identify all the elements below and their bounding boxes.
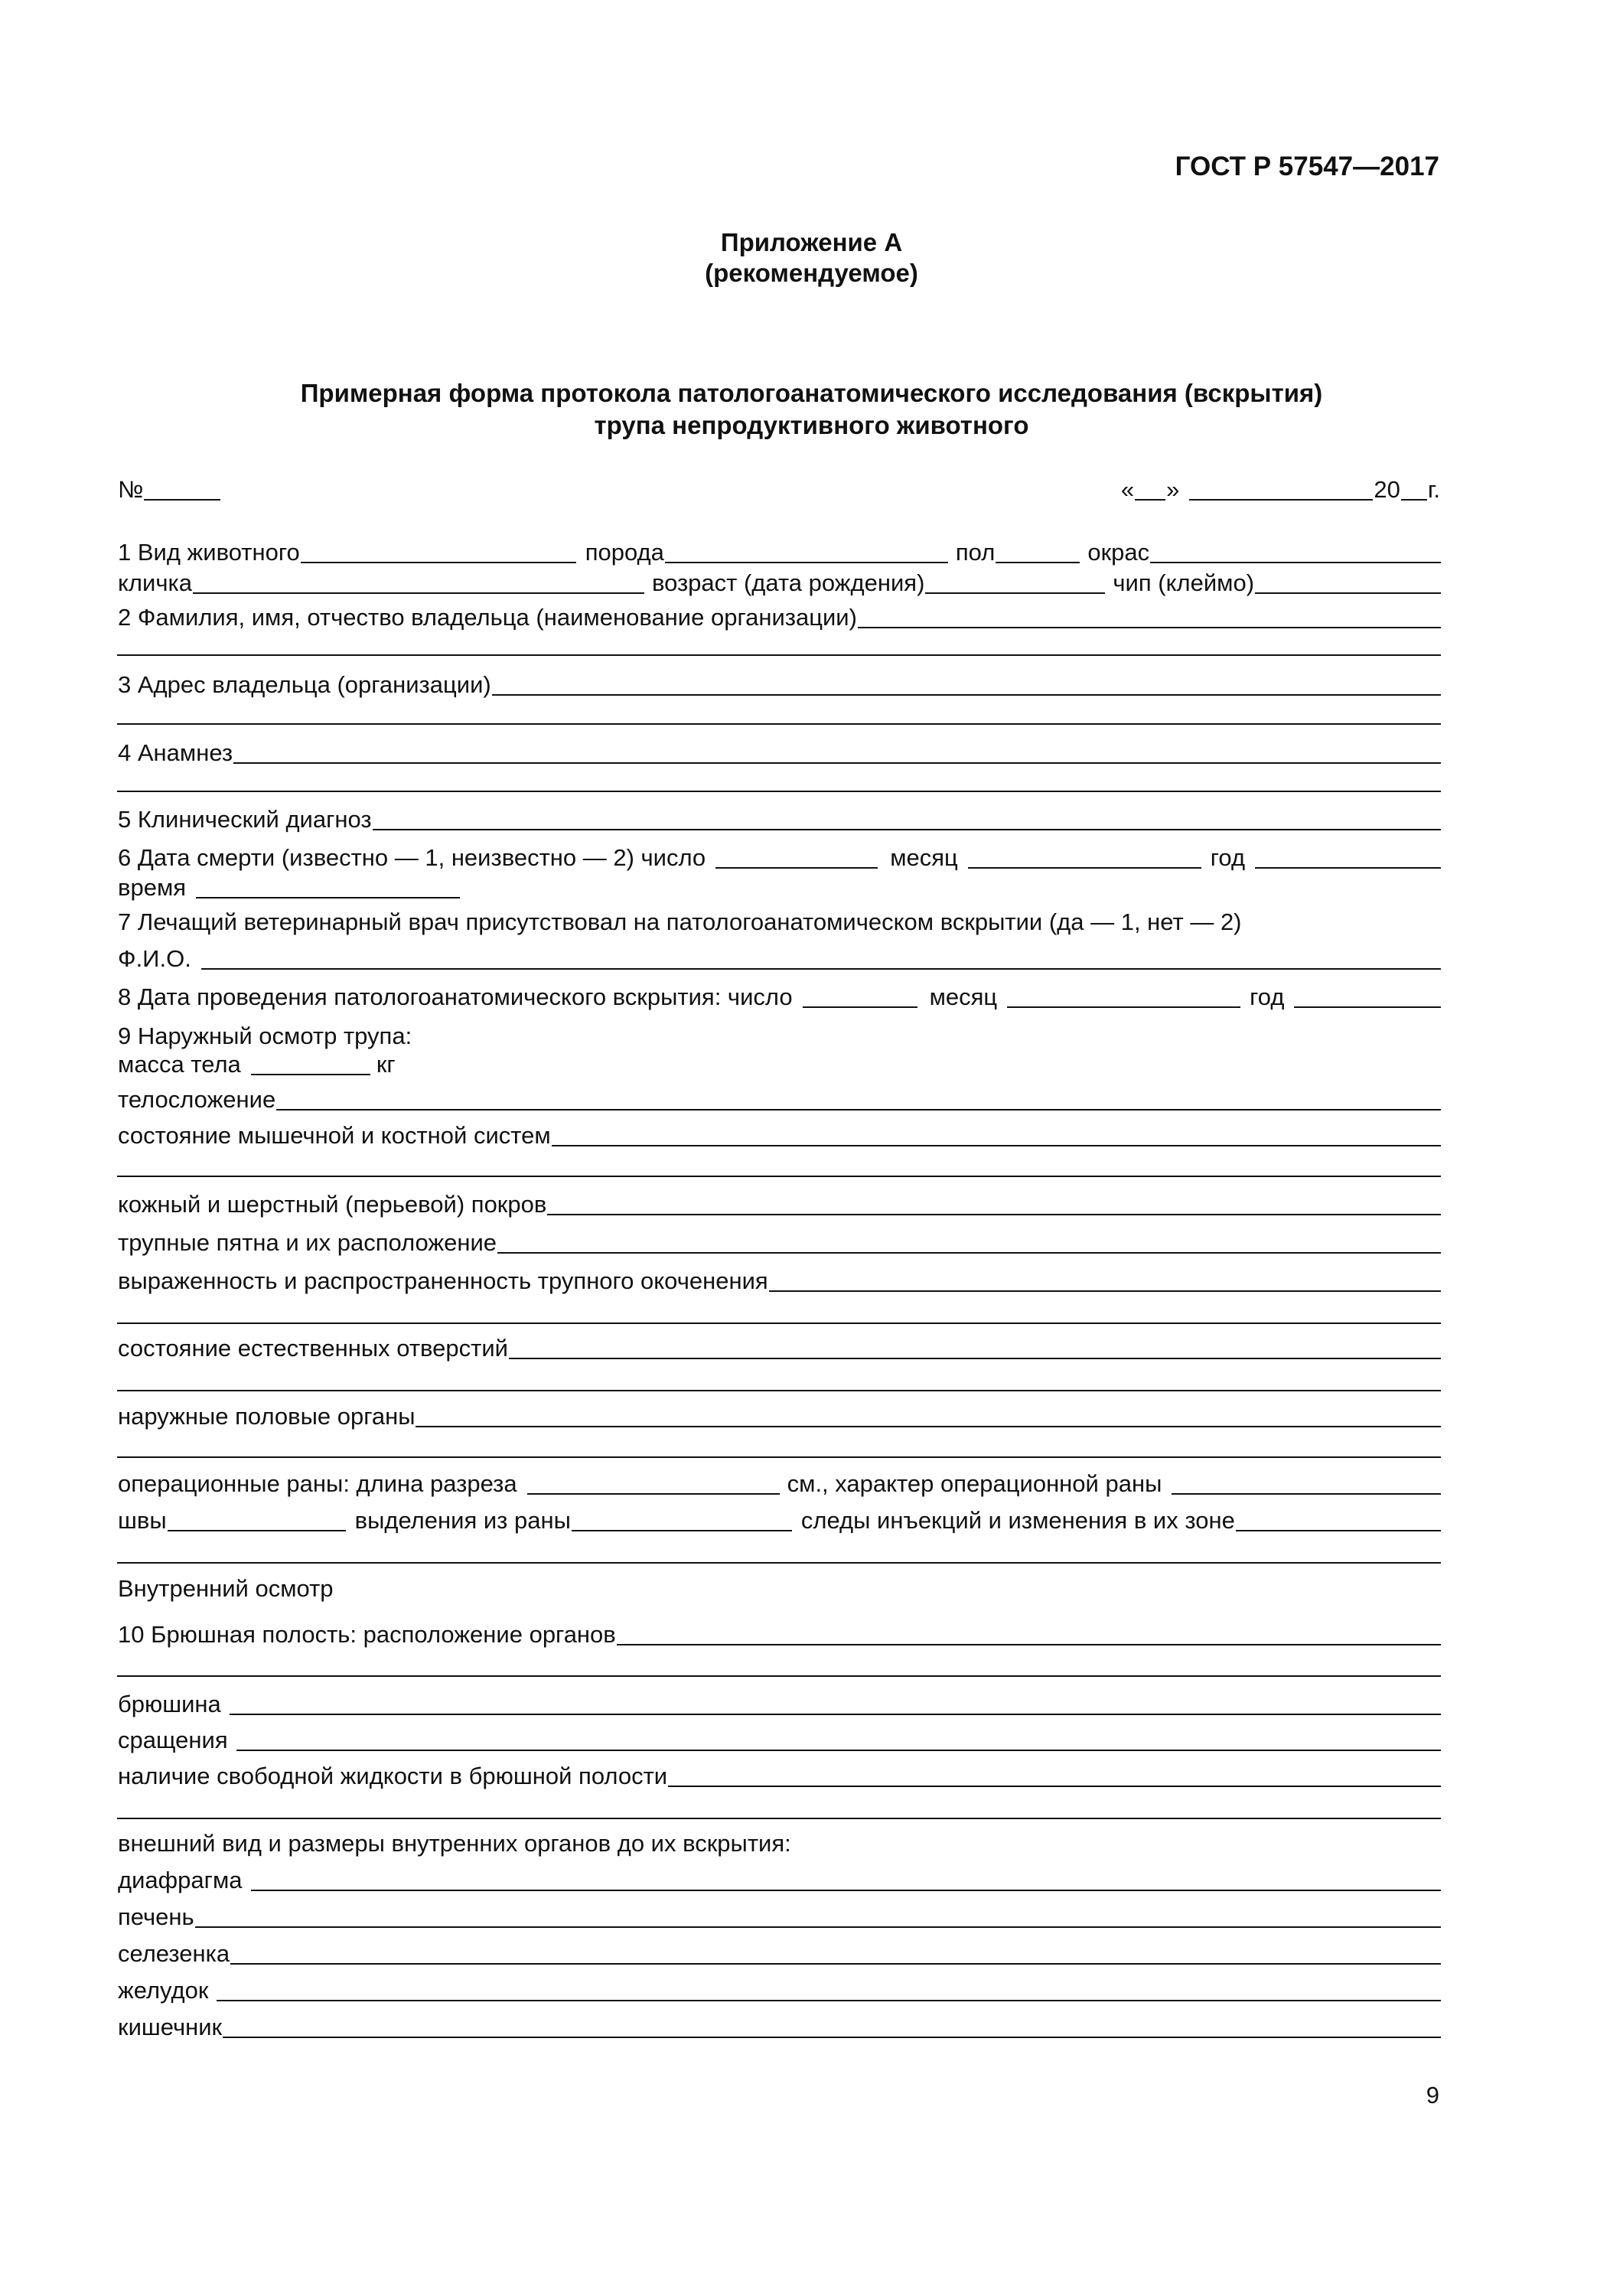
death-time-label: время (118, 874, 187, 902)
death-date-label: 6 Дата смерти (известно — 1, неизвестно — 2) число (118, 844, 706, 872)
wound-length-field[interactable] (527, 1493, 780, 1495)
adhesions-row (117, 1720, 1441, 1753)
intestine-row (117, 2007, 1441, 2040)
external-exam-label: 9 Наружный осмотр трупа: (118, 1022, 412, 1050)
muscle-field-continuation[interactable] (117, 1146, 1441, 1179)
year-prefix: 20 (1374, 476, 1400, 504)
chip-field[interactable] (1255, 592, 1441, 594)
orifices-row (117, 1328, 1441, 1362)
injections-field[interactable] (1236, 1530, 1441, 1531)
section-10-row (117, 1614, 1441, 1648)
diaphragm-field[interactable] (251, 1890, 1442, 1891)
discharge-field[interactable] (572, 1530, 792, 1531)
diagnosis-field[interactable] (373, 829, 1441, 830)
address-field-continuation[interactable] (117, 693, 1441, 727)
mass-label: масса тела (118, 1051, 241, 1078)
skin-field[interactable] (547, 1214, 1441, 1215)
diaphragm-label: диафрагма (118, 1867, 243, 1894)
spleen-field[interactable] (230, 1963, 1441, 1965)
adhesions-label: сращения (118, 1727, 228, 1754)
section-5-row (117, 799, 1441, 833)
muscle-row (117, 1115, 1441, 1149)
adhesions-field[interactable] (236, 1750, 1441, 1751)
discharge-label: выделения из раны (354, 1507, 571, 1534)
doctor-present-label: 7 Лечащий ветеринарный врач присутствовал на патологоанатомическом вскрытии (да — 1, нет — 2) (118, 908, 1242, 936)
rigor-field-continuation[interactable] (117, 1293, 1441, 1326)
wound-character-label: см., характер операционной раны (787, 1470, 1162, 1498)
autopsy-day-field[interactable] (803, 1006, 917, 1008)
spots-field[interactable] (497, 1252, 1441, 1254)
spots-row (117, 1222, 1441, 1256)
stomach-label: желудок (118, 1977, 209, 2004)
build-row (117, 1079, 1441, 1113)
fluid-row (117, 1756, 1441, 1789)
organs-label: внешний вид и размеры внутренних органов до их вскрытия: (118, 1830, 791, 1857)
appendix-note: (рекомендуемое) (705, 259, 918, 287)
age-label: возраст (дата рождения) (651, 569, 925, 597)
fluid-label: наличие свободной жидкости в брюшной полости (118, 1763, 668, 1790)
skin-label: кожный и шерстный (перьевой) покров (118, 1191, 547, 1218)
protocol-number-date-row (117, 469, 1441, 503)
section-8-row (117, 977, 1441, 1010)
form-title-line2: трупа непродуктивного животного (594, 411, 1029, 439)
injections-label: следы инъекций и изменения в их зоне (800, 1507, 1235, 1534)
stomach-field[interactable] (217, 2000, 1441, 2001)
death-year-label: год (1210, 844, 1246, 872)
address-label: 3 Адрес владельца (организации) (118, 671, 491, 699)
protocol-number-label: № (118, 476, 144, 504)
fio-label: Ф.И.О. (118, 945, 191, 973)
section-6-row-b (117, 867, 1441, 901)
rigor-row (117, 1261, 1441, 1294)
anamnesis-field-continuation[interactable] (117, 761, 1441, 794)
liver-field[interactable] (195, 1926, 1441, 1928)
spleen-label: селезенка (118, 1940, 230, 1968)
diaphragm-row (117, 1860, 1441, 1893)
wound-character-field[interactable] (1172, 1493, 1441, 1495)
intestine-label: кишечник (118, 2014, 223, 2041)
sex-label: пол (955, 539, 996, 566)
peritoneum-row (117, 1684, 1441, 1717)
owner-field-continuation[interactable] (117, 625, 1441, 658)
section-6-row-a (117, 837, 1441, 871)
genitals-label: наружные половые органы (118, 1403, 416, 1430)
autopsy-year-field[interactable] (1294, 1006, 1441, 1008)
peritoneum-field[interactable] (230, 1714, 1441, 1715)
mass-row (117, 1044, 1441, 1078)
day-field[interactable] (1135, 499, 1165, 501)
autopsy-month-field[interactable] (1007, 1006, 1240, 1008)
abdomen-field-continuation[interactable] (117, 1645, 1441, 1679)
skin-row (117, 1184, 1441, 1218)
rigor-field[interactable] (769, 1290, 1441, 1292)
autopsy-date-label: 8 Дата проведения патологоанатомического вскрытия: число (118, 983, 793, 1011)
death-month-label: месяц (890, 844, 958, 872)
section-7-row (117, 902, 1441, 935)
year-field[interactable] (1401, 499, 1427, 501)
species-label: 1 Вид животного (118, 539, 300, 566)
year-suffix: г. (1427, 476, 1440, 504)
appendix-title: Приложение А (720, 228, 903, 256)
month-field[interactable] (1189, 499, 1373, 501)
autopsy-year-label: год (1250, 983, 1285, 1011)
sutures-row (117, 1500, 1441, 1534)
autopsy-month-label: месяц (929, 983, 998, 1011)
peritoneum-label: брюшина (118, 1691, 221, 1718)
sutures-field[interactable] (168, 1530, 346, 1531)
internal-exam-heading (117, 1568, 1441, 1602)
orifices-label: состояние естественных отверстий (118, 1335, 508, 1362)
fluid-field[interactable] (668, 1786, 1441, 1787)
abdomen-label: 10 Брюшная полость: расположение органов (118, 1621, 616, 1649)
mass-field[interactable] (251, 1074, 370, 1075)
color-label: окрас (1087, 539, 1150, 566)
liver-row (117, 1896, 1441, 1930)
death-time-field[interactable] (196, 897, 460, 899)
sutures-label: швы (118, 1507, 167, 1534)
fio-row (117, 938, 1441, 972)
muscle-label: состояние мышечной и костной систем (118, 1122, 551, 1150)
chip-label: чип (клеймо) (1113, 569, 1255, 597)
injections-field-continuation[interactable] (117, 1532, 1441, 1566)
kg-label: кг (376, 1051, 396, 1078)
genitals-row (117, 1396, 1441, 1430)
date-close-quote: » (1166, 476, 1180, 504)
diagnosis-label: 5 Клинический диагноз (118, 806, 372, 833)
wounds-row (117, 1463, 1441, 1497)
intestine-field[interactable] (223, 2037, 1441, 2038)
name-label: кличка (118, 569, 192, 597)
date-open-quote: « (1120, 476, 1135, 504)
standard-number: ГОСТ Р 57547—2017 (1175, 152, 1439, 181)
anamnesis-label: 4 Анамнез (118, 739, 233, 767)
name-field[interactable] (193, 592, 644, 594)
organs-heading (117, 1823, 1441, 1857)
page-number: 9 (1426, 2082, 1439, 2108)
spleen-row (117, 1933, 1441, 1967)
owner-label: 2 Фамилия, имя, отчество владельца (наименование организации) (118, 604, 857, 631)
internal-exam-label: Внутренний осмотр (118, 1575, 334, 1603)
section-1-row-b (117, 563, 1441, 596)
build-label: телосложение (118, 1086, 276, 1114)
protocol-number-field[interactable] (144, 499, 220, 501)
wound-length-label: операционные раны: длина разреза (118, 1470, 517, 1498)
age-field[interactable] (925, 592, 1105, 594)
form-title-line1: Примерная форма протокола патологоанатомического исследования (вскрытия) (300, 379, 1323, 407)
orifices-field-continuation[interactable] (117, 1360, 1441, 1394)
rigor-label: выраженность и распространенность трупного окоченения (118, 1267, 768, 1295)
breed-label: порода (585, 539, 664, 566)
build-field[interactable] (276, 1109, 1441, 1110)
genitals-field-continuation[interactable] (117, 1427, 1441, 1460)
orifices-field[interactable] (509, 1358, 1441, 1359)
section-1-row-a (117, 532, 1441, 566)
liver-label: печень (118, 1903, 194, 1931)
fluid-field-continuation[interactable] (117, 1788, 1441, 1821)
stomach-row (117, 1970, 1441, 2004)
fio-field[interactable] (201, 968, 1441, 970)
spots-label: трупные пятна и их расположение (118, 1229, 497, 1257)
